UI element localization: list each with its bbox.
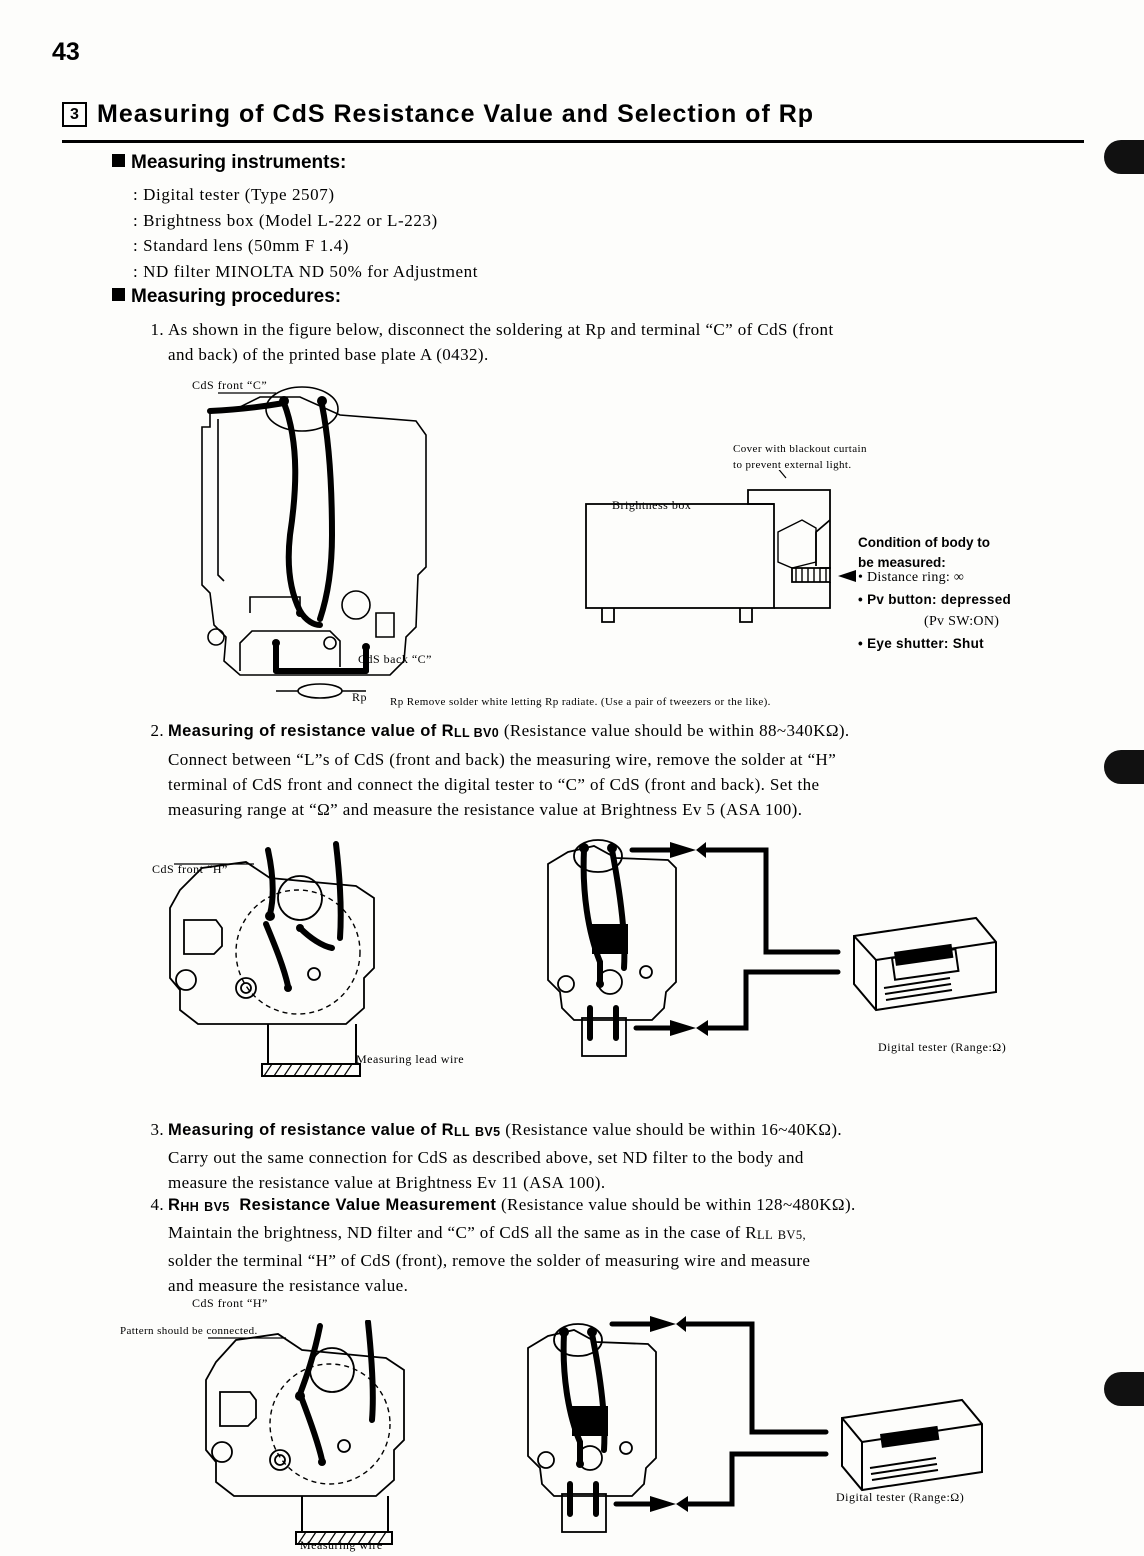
step-number: 4. [150,1195,164,1214]
list-item: • Eye shutter: Shut [858,636,984,651]
figure-tester-hookup-1 [520,832,1020,1072]
step-number: 2. [150,721,164,740]
label-measuring-wire: Measuring wire [300,1538,383,1552]
note-cover-blackout-line2: to prevent external light. [733,459,852,471]
label-cds-front-c: CdS front “C” [192,378,268,392]
section-heading [62,100,1084,129]
step-text-line: measuring range at “Ω” and measure the resistance value at Brightness Ev 5 (ASA 100). [168,800,803,819]
binder-punch-mark [1104,140,1144,174]
bullet-square-icon [112,288,125,301]
page-title: Measuring of CdS Resistance Value and Selection of Rp [97,100,815,128]
step-text-line: Maintain the brightness, ND filter and “C” of CdS all the same as in the case of RLL BV5, [168,1223,807,1242]
procedure-step-1 [138,317,1058,367]
note-rp-remove-solder: Rp Remove solder white letting Rp radiate. (Use a pair of tweezers or the like). [390,696,771,708]
label-digital-tester-1: Digital tester (Range:Ω) [878,1040,1007,1054]
list-item: • Distance ring: ∞ [858,570,965,585]
figure-cds-front-h-detail-2 [186,1320,426,1550]
step-text-line: solder the terminal “H” of CdS (front), remove the solder of measuring wire and measure [168,1251,811,1270]
step-number: 1. [150,320,164,339]
section-number-box: 3 [62,102,87,127]
label-rp: Rp [352,690,368,704]
note-cover-blackout-line1: Cover with blackout curtain [733,443,867,455]
bullet-square-icon [112,154,125,167]
step-title: Measuring of resistance value of RLL BV0 (Resistance value should be within 88~340KΩ). [168,721,850,740]
binder-punch-mark [1104,1372,1144,1406]
label-brightness-box: Brightness box [612,498,692,512]
label-cds-front-h: CdS front “H” [152,862,228,876]
list-item: : Digital tester (Type 2507) [133,185,335,204]
step-text-line: and back) of the printed base plate A (0432). [168,345,489,364]
heading-underline [62,140,1084,143]
step-text-line: Carry out the same connection for CdS as described above, set ND filter to the body and [168,1148,804,1167]
step-title: Measuring of resistance value of RLL BV5 (Resistance value should be within 16~40KΩ). [168,1120,843,1139]
label-cds-back-c: CdS back “C” [358,652,432,666]
list-item: : ND filter MINOLTA ND 50% for Adjustment [133,261,479,281]
procedure-step-4 [138,1192,1078,1298]
label-cds-front-h-2: CdS front “H” [192,1296,268,1310]
procedure-step-3 [138,1117,1068,1195]
step-text-line: Connect between “L”s of CdS (front and back) the measuring wire, remove the solder at “H” [168,750,837,769]
page-number: 43 [52,38,80,66]
label-digital-tester-2: Digital tester (Range:Ω) [836,1490,965,1504]
step-number: 3. [150,1120,164,1139]
note-pattern-connected: Pattern should be connected. [120,1325,258,1337]
condition-of-body-list [858,567,1011,655]
step-text-line: As shown in the figure below, disconnect the soldering at Rp and terminal “C” of CdS (front [168,320,834,339]
step-text-line: measure the resistance value at Brightness Ev 11 (ASA 100). [168,1173,606,1192]
step-text-line: terminal of CdS front and connect the digital tester to “C” of CdS (front and back). Set the [168,775,820,794]
binder-punch-mark [1104,750,1144,784]
list-item: : Brightness box (Model L-222 or L-223) [133,210,438,230]
step-text-line: and measure the resistance value. [168,1276,409,1295]
condition-of-body-title: Condition of body to be measured: [858,535,990,570]
instruments-list [133,182,478,284]
procedure-step-2 [138,718,1068,822]
list-item: : Standard lens (50mm F 1.4) [133,236,350,255]
label-measuring-lead-wire: Measuring lead wire [356,1052,465,1066]
list-item: (Pv SW:ON) [924,614,1000,629]
measuring-procedures-title: Measuring procedures: [112,286,341,308]
step-title: RHH BV5 Resistance Value Measurement (Resistance value should be within 128~480KΩ). [168,1195,856,1214]
list-item: • Pv button: depressed [858,592,1012,607]
measuring-instruments-title: Measuring instruments: [112,152,346,174]
